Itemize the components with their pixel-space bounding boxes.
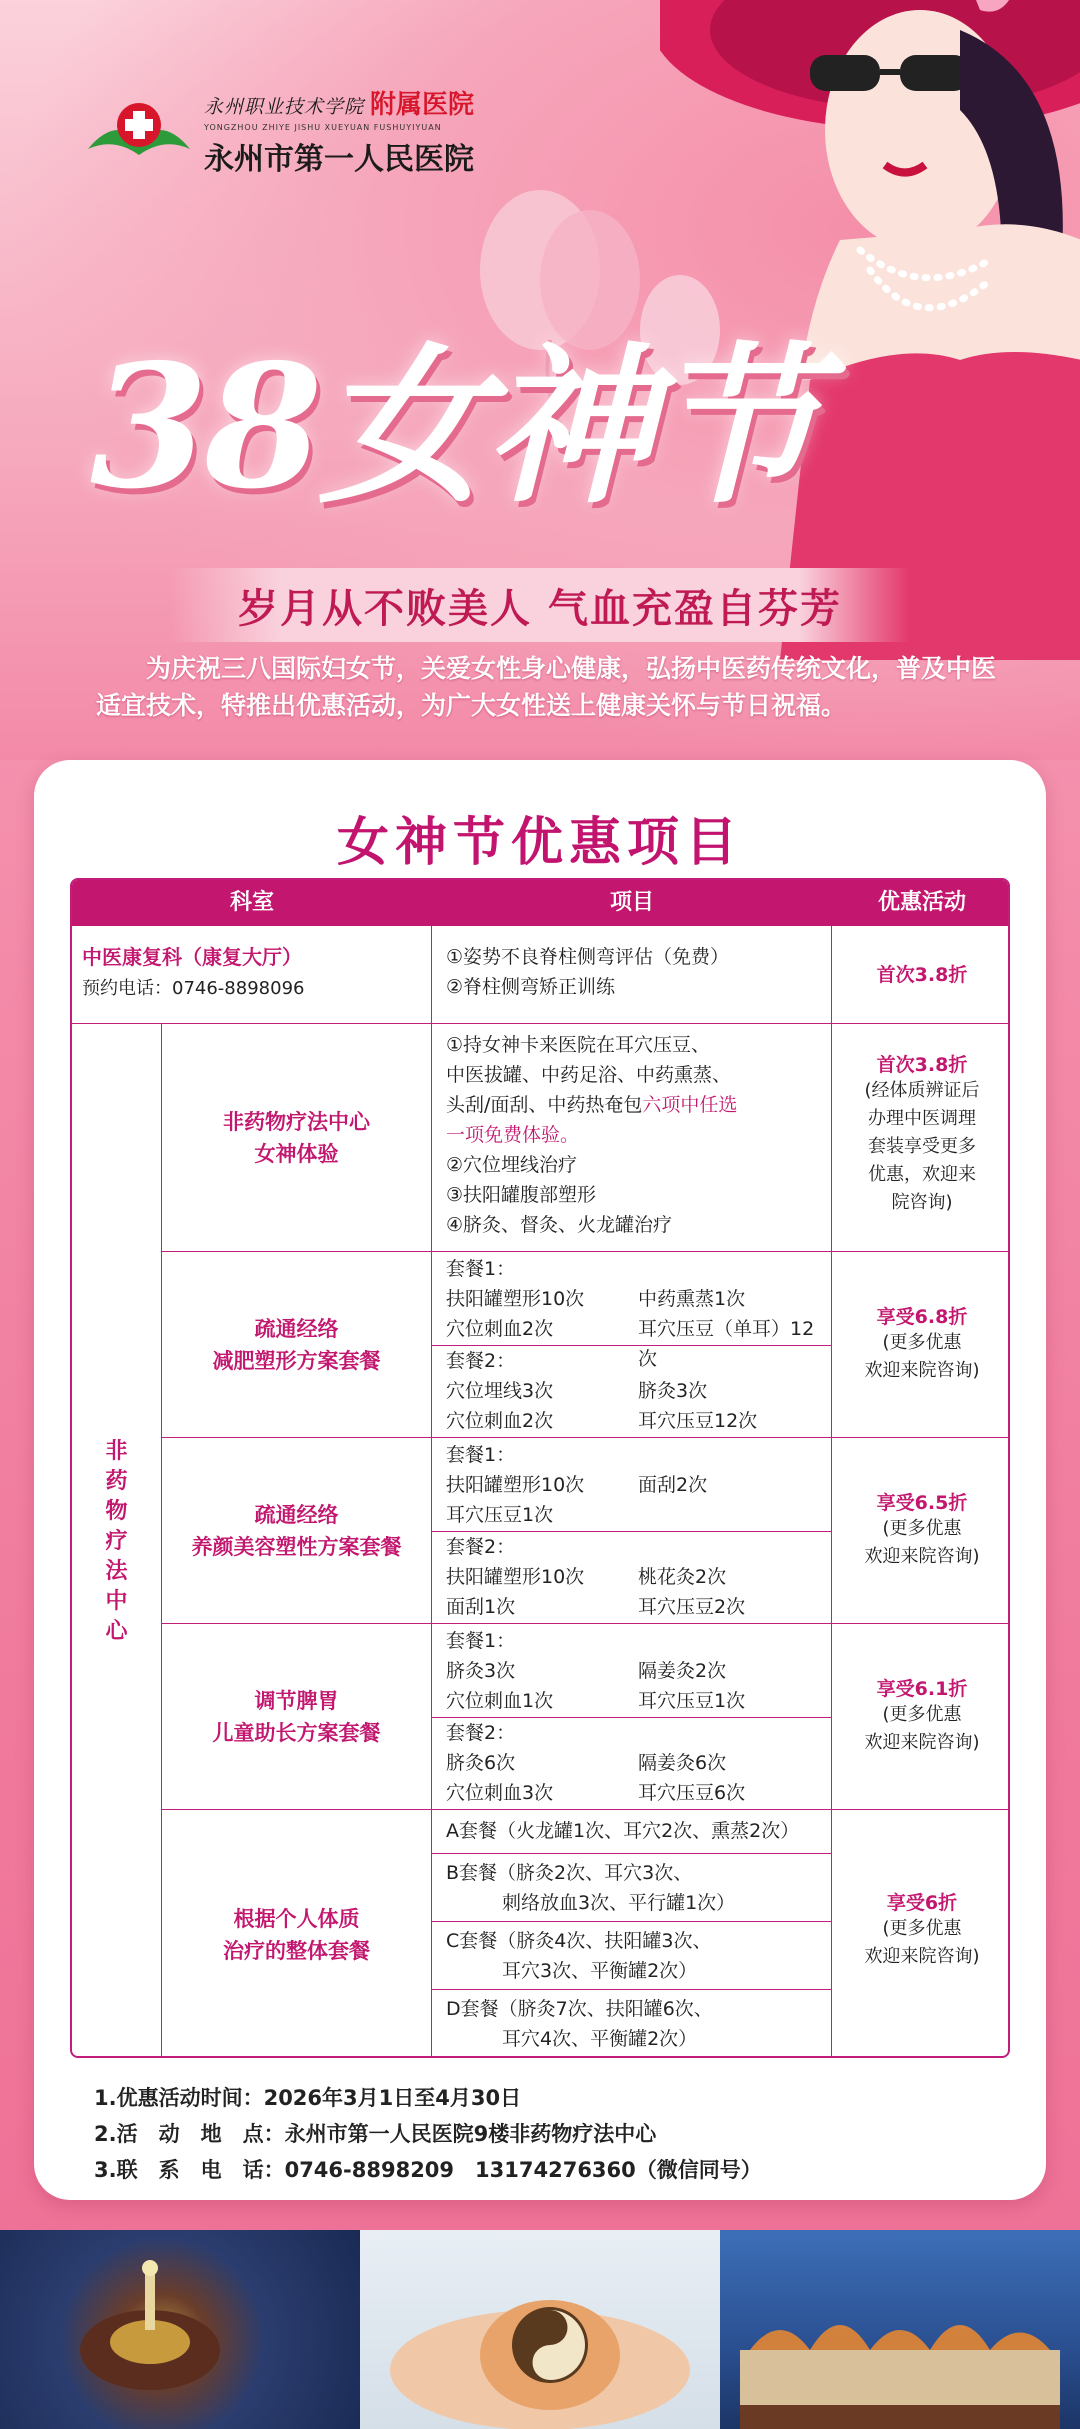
row3-pkg1-b: 中药熏蒸1次 <box>638 1288 746 1310</box>
slogan-ribbon <box>170 568 910 642</box>
row6-dept-line1: 根据个人体质 <box>233 1907 360 1931</box>
row4-pkg1 <box>432 1438 832 1532</box>
logo-pinyin: YONGZHOU ZHIYE JISHU XUEYUAN FUSHUYIYUAN <box>204 123 442 132</box>
row5-dept <box>162 1624 432 1810</box>
row6-pkgB-line2: 刺络放血3次、平行罐1次） <box>502 1892 736 1914</box>
row5-pkg2-c: 穴位刺血3次 <box>446 1782 554 1804</box>
card-title: 女神节优惠项目 <box>336 812 743 873</box>
row2-item-l3a: 头刮/面刮、中药热奄包 <box>446 1094 643 1116</box>
row3-pkg2-title: 套餐2： <box>446 1350 516 1372</box>
row3-promo: 享受6.8折 <box>876 1306 968 1328</box>
slogan: 岁月从不败美人 气血充盈自芬芳 <box>238 584 842 632</box>
row5-pkg2-b: 隔姜灸6次 <box>638 1752 727 1774</box>
row5-pkg1-d: 耳穴压豆1次 <box>638 1690 746 1712</box>
event-info <box>94 2080 762 2188</box>
moxibustion-image <box>0 2230 360 2429</box>
row4-pkg1-c: 耳穴压豆1次 <box>446 1504 554 1526</box>
row5-promo-sub-1: (更多优惠 <box>882 1704 962 1725</box>
row2-promo-cell <box>832 1024 1010 1252</box>
row4-pkg2-c: 面刮1次 <box>446 1596 516 1618</box>
row5-pkg1-c: 穴位刺血1次 <box>446 1690 554 1712</box>
fire-therapy-image <box>720 2230 1080 2429</box>
row2-item-l5: ②穴位埋线治疗 <box>446 1154 578 1176</box>
row6-pkgD-line2: 耳穴4次、平衡罐2次） <box>502 2028 698 2050</box>
table-header <box>72 880 1008 926</box>
logo-hospital-name: 永州市第一人民医院 <box>204 142 474 177</box>
row6-pkgD-line1: D套餐（脐灸7次、扶阳罐6次、 <box>446 1998 713 2020</box>
promo-card <box>34 760 1046 2200</box>
row6-pkgC-line2: 耳穴3次、平衡罐2次） <box>502 1960 698 1982</box>
row1-dept <box>72 926 432 1024</box>
row2-promo-sub-1: (经体质辨证后 <box>864 1080 980 1101</box>
row2-promo-sub-2: 办理中医调理 <box>868 1108 976 1129</box>
header-dept: 科室 <box>229 890 274 915</box>
row3-pkg2 <box>432 1346 832 1438</box>
row4-promo-cell <box>832 1438 1010 1624</box>
row2-promo-sub-4: 优惠，欢迎来 <box>868 1164 976 1185</box>
row2-promo-sub-3: 套装享受更多 <box>868 1136 976 1157</box>
row6-pkgA-text: A套餐（火龙罐1次、耳穴2次、熏蒸2次） <box>446 1820 800 1842</box>
row6-promo: 享受6折 <box>886 1892 958 1914</box>
bottom-photos <box>0 2230 1080 2429</box>
row4-dept-line1: 疏通经络 <box>254 1502 339 1527</box>
row2-item-l4: 一项免费体验。 <box>446 1124 580 1146</box>
row2-item-l3 <box>446 1090 817 1120</box>
row4-promo: 享受6.5折 <box>876 1492 968 1514</box>
row3-pkg1-a: 扶阳罐塑形10次 <box>446 1288 585 1310</box>
row5-promo-sub-2: 欢迎来院咨询) <box>864 1732 980 1753</box>
row4-dept <box>162 1438 432 1624</box>
logo-calligraphy: 永州职业技术学院 <box>204 96 365 118</box>
row3-pkg2-b: 脐灸3次 <box>638 1380 708 1402</box>
row6-dept <box>162 1810 432 2058</box>
row6-promo-sub-2: 欢迎来院咨询) <box>864 1946 980 1967</box>
intro-paragraph: 为庆祝三八国际妇女节，关爱女性身心健康，弘扬中医药传统文化，普及中医适宜技术，特推出优惠活动，为广大女性送上健康关怀与节日祝福。 <box>96 654 997 720</box>
group-label: 非药物疗法中心 <box>105 1439 128 1644</box>
row2-item-l1: ①持女神卡来医院在耳穴压豆、 <box>446 1034 711 1056</box>
row3-pkg1-d: 耳穴压豆（单耳）12次 <box>638 1318 815 1370</box>
row5-dept-line1: 调节脾胃 <box>254 1688 339 1713</box>
row3-promo-sub-1: (更多优惠 <box>882 1332 962 1353</box>
row6-pkgB-line1: B套餐（脐灸2次、耳穴3次、 <box>446 1862 693 1884</box>
row4-pkg1-title: 套餐1： <box>446 1444 516 1466</box>
row4-pkg1-a: 扶阳罐塑形10次 <box>446 1474 585 1496</box>
event-phone: 3.联 系 电 话：0746-8898209 13174276360（微信同号） <box>94 2158 762 2182</box>
header-items: 项目 <box>609 890 654 915</box>
promo-table <box>70 878 1010 2058</box>
row4-pkg2-b: 桃花灸2次 <box>638 1566 727 1588</box>
row4-pkg2 <box>432 1532 832 1624</box>
row2-dept-line1: 非药物疗法中心 <box>223 1109 370 1134</box>
row5-pkg1 <box>432 1624 832 1718</box>
row1-items <box>432 926 832 1024</box>
row2-dept-line2: 女神体验 <box>254 1141 339 1166</box>
row5-dept-line2: 儿童助长方案套餐 <box>212 1720 381 1745</box>
row2-item-l2: 中医拔罐、中药足浴、中药熏蒸、 <box>446 1064 732 1086</box>
row5-pkg1-b: 隔姜灸2次 <box>638 1660 727 1682</box>
row3-promo-sub-2: 欢迎来院咨询) <box>864 1360 980 1381</box>
hospital-cross-icon <box>84 99 194 163</box>
row3-dept <box>162 1252 432 1438</box>
row4-pkg2-a: 扶阳罐塑形10次 <box>446 1566 585 1588</box>
row6-pkgA <box>432 1810 832 1854</box>
photo-cupping <box>360 2230 720 2429</box>
header-promo: 优惠活动 <box>877 890 966 915</box>
row3-pkg1-title: 套餐1： <box>446 1258 516 1280</box>
row4-promo-sub-2: 欢迎来院咨询) <box>864 1546 980 1567</box>
row5-pkg2-d: 耳穴压豆6次 <box>638 1782 746 1804</box>
row4-pkg2-title: 套餐2： <box>446 1536 516 1558</box>
row4-promo-sub-1: (更多优惠 <box>882 1518 962 1539</box>
row5-promo-cell <box>832 1624 1010 1810</box>
photo-fire-therapy <box>720 2230 1080 2429</box>
row2-dept <box>162 1024 432 1252</box>
row5-pkg2 <box>432 1718 832 1810</box>
row3-pkg2-a: 穴位埋线3次 <box>446 1380 554 1402</box>
row2-items <box>432 1024 832 1252</box>
row6-pkgD <box>432 1990 832 2058</box>
row4-pkg1-b: 面刮2次 <box>638 1474 708 1496</box>
row4-pkg1-d <box>638 1500 817 1530</box>
row5-promo: 享受6.1折 <box>876 1678 968 1700</box>
row1-item-2: ②脊柱侧弯矫正训练 <box>446 976 616 998</box>
row2-item-l7: ④脐灸、督灸、火龙罐治疗 <box>446 1214 673 1236</box>
row2-item-l6: ③扶阳罐腹部塑形 <box>446 1184 597 1206</box>
row6-promo-sub-1: (更多优惠 <box>882 1918 962 1939</box>
festival-title: 38女神节 <box>90 327 817 527</box>
row3-promo-cell <box>832 1252 1010 1438</box>
row3-dept-line2: 减肥塑形方案套餐 <box>212 1348 381 1373</box>
row5-pkg2-title: 套餐2： <box>446 1722 516 1744</box>
row3-pkg2-d: 耳穴压豆12次 <box>638 1410 758 1432</box>
row3-dept-line1: 疏通经络 <box>254 1316 339 1341</box>
row6-pkgB <box>432 1854 832 1922</box>
row5-pkg1-title: 套餐1： <box>446 1630 516 1652</box>
logo-affiliated: 附属医院 <box>370 90 475 120</box>
row1-item-1: ①姿势不良脊柱侧弯评估（免费） <box>446 946 730 968</box>
row3-pkg1-c: 穴位刺血2次 <box>446 1318 554 1340</box>
row6-pkgC <box>432 1922 832 1990</box>
row6-promo-cell <box>832 1810 1010 2058</box>
row3-pkg2-c: 穴位刺血2次 <box>446 1410 554 1432</box>
row5-pkg1-a: 脐灸3次 <box>446 1660 516 1682</box>
row1-promo: 首次3.8折 <box>832 926 1010 1024</box>
row5-pkg2-a: 脐灸6次 <box>446 1752 516 1774</box>
group-label-cell <box>72 1024 162 2058</box>
row6-dept-line2: 治疗的整体套餐 <box>223 1939 370 1963</box>
row6-pkgC-line1: C套餐（脐灸4次、扶阳罐3次、 <box>446 1930 712 1952</box>
row4-pkg2-d: 耳穴压豆2次 <box>638 1596 746 1618</box>
photo-moxibustion <box>0 2230 360 2429</box>
event-time: 1.优惠活动时间：2026年3月1日至4月30日 <box>94 2086 522 2110</box>
cupping-image <box>360 2230 720 2429</box>
hospital-logo <box>84 84 474 178</box>
row1-dept-name: 中医康复科（康复大厅） <box>82 945 302 969</box>
hero-banner <box>0 0 1080 760</box>
row1-dept-phone: 预约电话：0746-8898096 <box>82 978 305 999</box>
row4-dept-line2: 养颜美容塑性方案套餐 <box>191 1534 402 1559</box>
row2-item-l3b: 六项中任选 <box>642 1094 738 1116</box>
row2-promo: 首次3.8折 <box>876 1054 968 1076</box>
row2-promo-sub-5: 院咨询) <box>891 1192 953 1213</box>
event-place: 2.活 动 地 点：永州市第一人民医院9楼非药物疗法中心 <box>94 2122 657 2146</box>
